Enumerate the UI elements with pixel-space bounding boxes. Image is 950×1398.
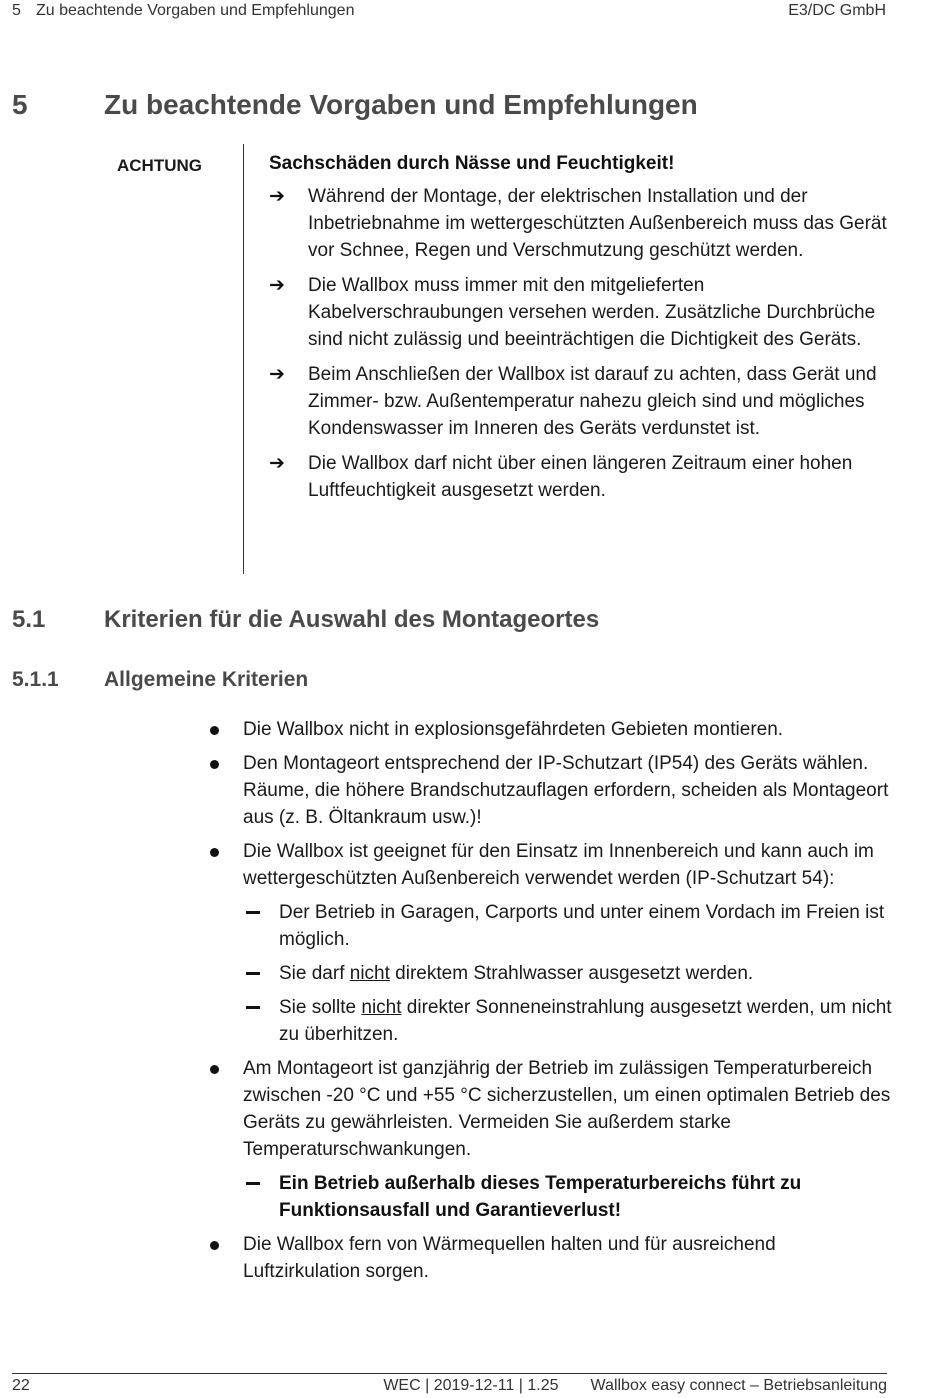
- bullet-icon: [210, 1065, 219, 1074]
- notice-item-text: Die Wallbox darf nicht über einen längeren Zeitraum einer hohen Luftfeuchtigkeit ausgesetzt werden.: [308, 453, 853, 501]
- arrow-right-icon: ➔: [269, 275, 285, 296]
- sub-list-item-text: Ein Betrieb außerhalb dieses Temperaturbereichs führt zu Funktionsausfall und Garantieverlust!: [279, 1173, 802, 1221]
- heading-title: Zu beachtende Vorgaben und Empfehlungen: [104, 89, 698, 120]
- list-item: [207, 838, 897, 1048]
- dash-icon: [246, 1182, 260, 1185]
- notice-list: [269, 183, 889, 512]
- footer-doc-title: Wallbox easy connect – Betriebsanleitung: [590, 1377, 887, 1394]
- bullet-icon: [210, 1241, 219, 1250]
- footer-doc-info: WEC | 2019-12-11 | 1.25: [383, 1377, 559, 1394]
- dash-icon: [246, 1006, 260, 1009]
- bullet-icon: [210, 848, 219, 857]
- notice-item: [269, 450, 889, 504]
- list-item: [207, 716, 897, 743]
- section-heading-5-1-1: [12, 668, 308, 692]
- page-header: [12, 2, 886, 20]
- arrow-right-icon: ➔: [269, 453, 285, 474]
- section-heading-5: [12, 89, 698, 121]
- list-item-text: Die Wallbox nicht in explosionsgefährdeten Gebieten montieren.: [243, 719, 784, 740]
- criteria-list: [207, 716, 897, 1292]
- heading-number: 5.1.1: [12, 668, 59, 691]
- heading-title: Kriterien für die Auswahl des Montageortes: [104, 606, 600, 633]
- notice-item: [269, 183, 889, 264]
- bullet-icon: [210, 760, 219, 769]
- sub-list: [243, 1170, 897, 1224]
- header-chapter-title: Zu beachtende Vorgaben und Empfehlungen: [36, 2, 355, 19]
- footer-doc-info-group: [383, 1377, 887, 1395]
- list-item-text: Die Wallbox ist geeignet für den Einsatz im Innenbereich und kann auch im wettergeschützten Außenbereich verwendet werden (IP-Schutzart 54):: [243, 841, 874, 889]
- header-company: E3/DC GmbH: [788, 2, 886, 19]
- arrow-right-icon: ➔: [269, 364, 285, 385]
- notice-item-text: Während der Montage, der elektrischen Installation und der Inbetriebnahme im wettergeschützten Außenbereich muss das Gerät vor Schnee, Regen und Verschmutzung geschützt werden.: [308, 186, 887, 261]
- sub-text-before: Sie darf: [279, 963, 350, 984]
- list-item: [207, 1055, 897, 1224]
- dash-icon: [246, 911, 260, 914]
- list-item-text: Die Wallbox fern von Wärmequellen halten und für ausreichend Luftzirkulation sorgen.: [243, 1234, 776, 1282]
- list-item: [207, 750, 897, 831]
- sub-list-item: [243, 960, 897, 987]
- header-chapter-number: 5: [12, 2, 21, 19]
- sub-list: [243, 899, 897, 1048]
- bullet-icon: [210, 726, 219, 735]
- sub-list-item: [243, 899, 897, 953]
- arrow-right-icon: ➔: [269, 186, 285, 207]
- list-item-text: Den Montageort entsprechend der IP-Schutzart (IP54) des Geräts wählen. Räume, die höhere Brandschutzauflagen erfordern, scheiden als Montageort aus (z. B. Öltankraum usw.)!: [243, 753, 889, 828]
- sub-text-after: direktem Strahlwasser ausgesetzt werden.: [389, 963, 754, 984]
- notice-item-text: Die Wallbox muss immer mit den mitgelieferten Kabelverschraubungen versehen werden. Zusätzliche Durchbrüche sind nicht zulässig und beeinträchtigen die Dichtigkeit des Geräts.: [308, 275, 876, 350]
- list-item-text: Am Montageort ist ganzjährig der Betrieb im zulässigen Temperaturbereich zwischen -20 °C und +55 °C sicherzustellen, um einen optimalen Betrieb des Geräts zu gewährleisten. Vermeiden Sie außerdem starke Temperaturschwankungen.: [243, 1058, 891, 1160]
- warning-notice: [0, 144, 950, 574]
- underlined-word: nicht: [349, 963, 390, 984]
- heading-number: 5.1: [12, 606, 46, 633]
- list-item: [207, 1231, 897, 1285]
- footer-rule: [12, 1373, 887, 1374]
- notice-item: [269, 272, 889, 353]
- section-heading-5-1: [12, 606, 599, 634]
- sub-list-item: [243, 1170, 897, 1224]
- heading-title: Allgemeine Kriterien: [104, 668, 309, 691]
- sub-list-item-text: Der Betrieb in Garagen, Carports und unter einem Vordach im Freien ist möglich.: [279, 902, 885, 950]
- sub-text-before: Sie sollte: [279, 997, 362, 1018]
- sub-text-after: direkter Sonneneinstrahlung ausgesetzt werden, um nicht zu überhitzen.: [279, 997, 892, 1045]
- notice-item-text: Beim Anschließen der Wallbox ist darauf zu achten, dass Gerät und Zimmer- bzw. Außentemperatur nahezu gleich sind und mögliches Kondenswasser im Inneren des Geräts verdunstet ist.: [308, 364, 877, 439]
- page-number: 22: [12, 1377, 30, 1394]
- dash-icon: [246, 972, 260, 975]
- notice-label: ACHTUNG: [117, 156, 202, 175]
- sub-list-item: [243, 994, 897, 1048]
- notice-item: [269, 361, 889, 442]
- heading-number: 5: [12, 89, 28, 120]
- notice-divider: [243, 144, 244, 574]
- underlined-word: nicht: [361, 997, 402, 1018]
- notice-title: Sachschäden durch Nässe und Feuchtigkeit!: [269, 153, 675, 174]
